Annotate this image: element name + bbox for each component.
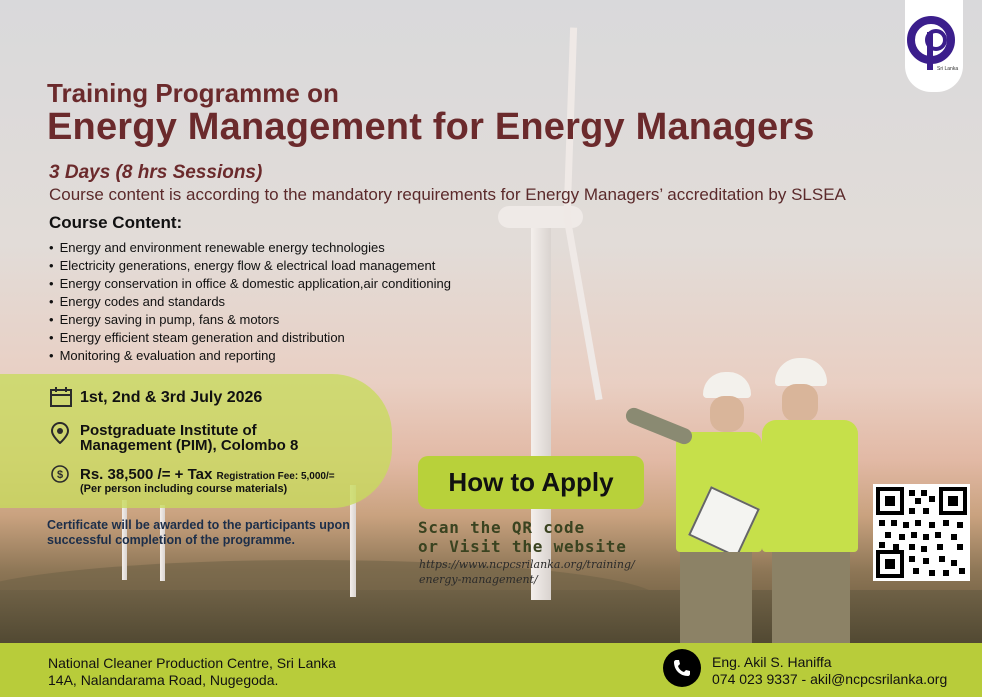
duration-text: 3 Days (8 hrs Sessions)	[49, 162, 263, 183]
fee-note: (Per person including course materials)	[80, 483, 288, 495]
programme-subtitle: Training Programme on	[47, 78, 339, 108]
course-content-heading: Course Content:	[49, 213, 183, 232]
contact-details[interactable]: 074 023 9337 - akil@ncpcsrilanka.org	[712, 671, 948, 687]
worker-right-vest	[762, 420, 858, 552]
url-line: https://www.ncpcsrilanka.org/training/	[419, 558, 635, 571]
certificate-line: Certificate will be awarded to the participants upon	[47, 518, 350, 532]
venue-line: Postgraduate Institute of	[80, 422, 257, 439]
list-item: • Energy efficient steam generation and distribution	[49, 329, 451, 347]
scan-instructions	[418, 518, 627, 556]
worker-left-legs	[680, 552, 752, 643]
venue-line: Management (PIM), Colombo 8	[80, 437, 299, 454]
qr-code[interactable]	[873, 484, 970, 581]
svg-text:$: $	[56, 469, 64, 481]
worker-right-helmet	[775, 358, 827, 386]
url-line: energy-management/	[419, 573, 538, 586]
worker-left-helmet	[703, 372, 751, 398]
org-name: National Cleaner Production Centre, Sri Lanka	[48, 655, 336, 671]
worker-left-head	[710, 396, 744, 432]
worker-right-head	[782, 384, 818, 422]
how-to-apply-button[interactable]: How to Apply	[418, 456, 644, 509]
qr-code-graphic	[873, 484, 970, 581]
ncpc-logo	[905, 0, 963, 92]
worker-right-legs	[772, 552, 850, 643]
course-content-list	[49, 239, 451, 365]
event-date: 1st, 2nd & 3rd July 2026	[80, 389, 263, 406]
list-item: • Electricity generations, energy flow & electrical load management	[49, 257, 451, 275]
list-item: • Energy and environment renewable energy technologies	[49, 239, 451, 257]
calendar-icon	[50, 387, 72, 412]
wind-turbine-blade	[564, 217, 603, 400]
dollar-icon	[51, 465, 69, 488]
contact-info	[712, 654, 947, 688]
course-fee	[80, 466, 335, 483]
list-item: • Energy conservation in office & domestic application,air conditioning	[49, 275, 451, 293]
course-description: Course content is according to the mandatory requirements for Energy Managers’ accreditation by SLSEA	[49, 185, 846, 204]
phone-icon	[663, 649, 701, 687]
org-address: 14A, Nalandarama Road, Nugegoda.	[48, 672, 279, 688]
fee-amount: Rs. 38,500 /= + Tax	[80, 466, 213, 483]
ncpc-logo-mark	[905, 0, 963, 92]
scan-line: Scan the QR code	[418, 518, 585, 537]
list-item: • Monitoring & evaluation and reporting	[49, 347, 451, 365]
organization-address	[48, 655, 336, 689]
scan-line: or Visit the website	[418, 537, 627, 556]
worker-left-arm	[624, 405, 695, 446]
contact-name: Eng. Akil S. Haniffa	[712, 654, 832, 670]
location-pin-icon	[51, 422, 69, 449]
website-link[interactable]	[419, 557, 635, 587]
list-item: • Energy codes and standards	[49, 293, 451, 311]
registration-fee: Registration Fee: 5,000/=	[216, 471, 335, 482]
certificate-note	[47, 518, 397, 548]
certificate-line: successful completion of the programme.	[47, 533, 295, 547]
list-item: • Energy saving in pump, fans & motors	[49, 311, 451, 329]
event-venue	[80, 423, 380, 453]
programme-title: Energy Management for Energy Managers	[47, 106, 815, 148]
logo-text: Sri Lanka	[937, 66, 959, 72]
